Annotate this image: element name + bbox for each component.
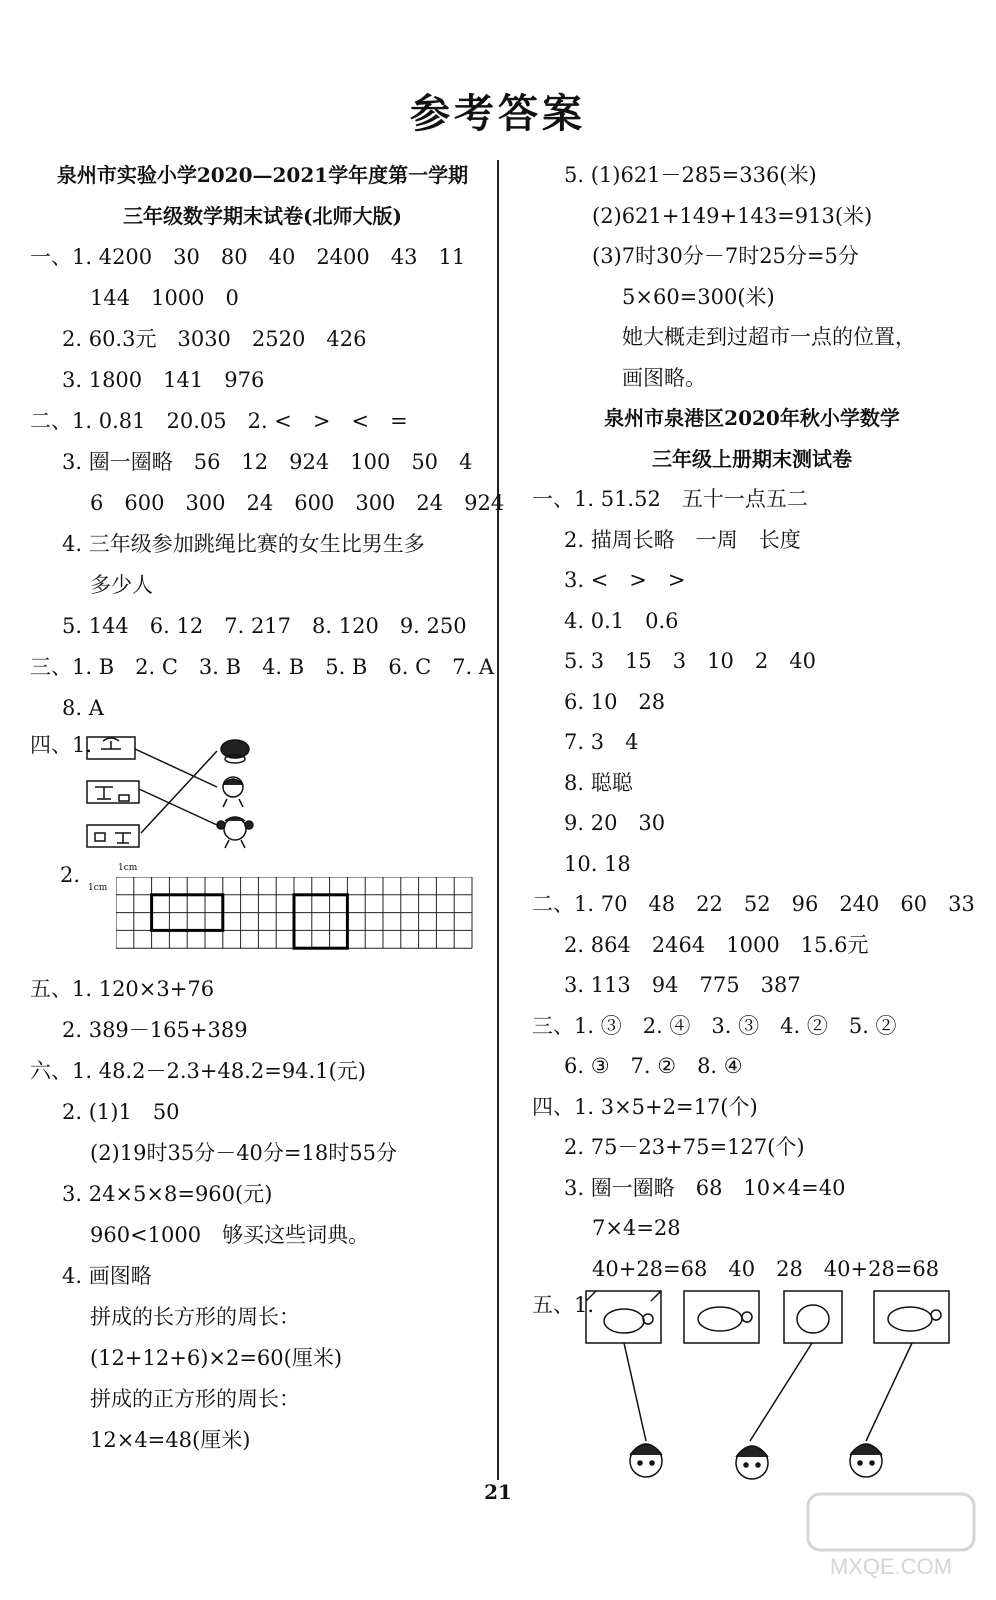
answer-line: 6. 10 28 bbox=[564, 689, 666, 714]
answer-line: 40+28=68 40 28 40+28=68 bbox=[592, 1256, 940, 1281]
turtle-card-2 bbox=[684, 1291, 759, 1343]
answer-line: 拼成的正方形的周长： bbox=[90, 1387, 300, 1411]
answer-line: 画图略。 bbox=[622, 365, 706, 390]
section-subheading-1: 三年级数学期末试卷(北师大版) bbox=[123, 204, 402, 228]
match-lines bbox=[135, 749, 217, 833]
answer-line: 4. 0.1 0.6 bbox=[564, 608, 679, 633]
four-label: 四、1. bbox=[30, 733, 93, 757]
child-figure-1 bbox=[221, 740, 249, 763]
grid-figure bbox=[30, 859, 495, 969]
answer-line: 5×60=300(米) bbox=[622, 284, 775, 309]
answer-line: (2)621+149+143=913(米) bbox=[592, 203, 873, 228]
answer-line: 3. 113 94 775 387 bbox=[564, 973, 801, 997]
answer-line: 5. (1)621－285=336(米) bbox=[564, 163, 817, 187]
child-figure-3 bbox=[217, 817, 253, 848]
answer-line: 6 600 300 24 600 300 24 924 bbox=[90, 491, 505, 515]
answer-line: 拼成的长方形的周长： bbox=[90, 1305, 300, 1329]
page-title: 参考答案 bbox=[410, 90, 586, 137]
child-face-1 bbox=[630, 1444, 662, 1477]
answer-line: 四、1. 3×5+2=17(个) bbox=[532, 1094, 758, 1119]
page-number: 21 bbox=[484, 1480, 512, 1504]
answer-line: 二、1. 70 48 22 52 96 240 60 33 bbox=[532, 892, 975, 916]
answer-line: 五、1. 120×3+76 bbox=[30, 977, 215, 1001]
view-card-2 bbox=[87, 781, 139, 803]
left-column bbox=[30, 155, 505, 1461]
answer-line: 三、1. ③ 2. ④ 3. ③ 4. ② 5. ② bbox=[532, 1013, 897, 1038]
turtle-card-3 bbox=[784, 1291, 842, 1343]
turtle-diagram bbox=[584, 1289, 974, 1499]
answer-line: 2. 864 2464 1000 15.6元 bbox=[564, 932, 869, 957]
unit-top-label: 1cm bbox=[118, 863, 138, 873]
answer-line: 3. 圈一圈略 68 10×4=40 bbox=[564, 1175, 846, 1200]
answer-line: 5. 144 6. 12 7. 217 8. 120 9. 250 bbox=[62, 614, 467, 638]
answer-line: 2. (1)1 50 bbox=[62, 1100, 180, 1124]
turtle-matching-figure bbox=[532, 1289, 972, 1499]
answer-line: 2. 389－165+389 bbox=[62, 1018, 248, 1042]
answer-line: 3. 1800 141 976 bbox=[62, 368, 265, 392]
answer-line: (12+12+6)×2=60(厘米) bbox=[90, 1346, 343, 1370]
answer-line: 8. 聪聪 bbox=[564, 770, 633, 795]
answer-line: 三、1. B 2. C 3. B 4. B 5. B 6. C 7. A bbox=[30, 655, 495, 679]
answer-line: 9. 20 30 bbox=[564, 811, 666, 835]
answer-line: 2. 75－23+75=127(个) bbox=[564, 1135, 805, 1159]
child-figure-2 bbox=[223, 777, 243, 807]
answer-line: 10. 18 bbox=[564, 851, 631, 876]
child-face-2 bbox=[736, 1446, 768, 1479]
answer-line: 960<1000 够买这些词典。 bbox=[90, 1223, 370, 1247]
view-card-3 bbox=[87, 825, 139, 847]
answer-line: 4. 三年级参加跳绳比赛的女生比男生多 bbox=[62, 532, 425, 556]
section-heading-2: 泉州市泉港区2020年秋小学数学 bbox=[604, 406, 900, 430]
section-subheading-2: 三年级上册期末测试卷 bbox=[652, 446, 852, 471]
answer-line: 2. 60.3元 3030 2520 426 bbox=[62, 327, 367, 351]
answer-line: 二、1. 0.81 20.05 2. < > < = bbox=[30, 409, 408, 433]
answer-line: 5. 3 15 3 10 2 40 bbox=[564, 649, 816, 673]
answer-line: 一、1. 51.52 五十一点五二 bbox=[532, 487, 808, 511]
answer-line: 3. 24×5×8=960(元) bbox=[62, 1182, 273, 1206]
answer-line: 3. 圈一圈略 56 12 924 100 50 4 bbox=[62, 450, 473, 474]
answer-line: 她大概走到过超市一点的位置， bbox=[622, 325, 916, 349]
matching-figure bbox=[30, 729, 495, 859]
five-label: 五、1. bbox=[532, 1293, 595, 1317]
answer-line: 六、1. 48.2－2.3+48.2=94.1(元) bbox=[30, 1059, 366, 1083]
answer-line: 6. ③ 7. ② 8. ④ bbox=[564, 1054, 743, 1078]
answer-line: 多少人 bbox=[90, 573, 153, 597]
answer-line: 7×4=28 bbox=[592, 1216, 681, 1240]
answer-line: (3)7时30分－7时25分=5分 bbox=[592, 244, 859, 268]
square-grid bbox=[116, 877, 476, 957]
answer-line: 3. < > > bbox=[564, 568, 686, 592]
answer-line: 144 1000 0 bbox=[90, 286, 239, 310]
answer-line: 12×4=48(厘米) bbox=[90, 1428, 251, 1452]
turtle-match-lines bbox=[624, 1343, 912, 1441]
answer-line: 2. 描周长略 一周 长度 bbox=[564, 527, 801, 552]
section-heading-1: 泉州市实验小学2020—2021学年度第一学期 bbox=[56, 163, 469, 187]
right-column bbox=[532, 155, 975, 1499]
child-face-3 bbox=[850, 1444, 882, 1477]
turtle-card-1 bbox=[586, 1291, 661, 1343]
answer-line: 8. A bbox=[62, 696, 104, 720]
view-card-1 bbox=[87, 737, 135, 759]
grid-label: 2. bbox=[60, 863, 81, 887]
answer-line: (2)19时35分－40分=18时55分 bbox=[90, 1141, 397, 1165]
watermark-text: MXQE.COM bbox=[829, 1554, 953, 1579]
matching-diagram bbox=[85, 729, 345, 859]
answer-line: 4. 画图略 bbox=[62, 1264, 152, 1288]
watermark-logo bbox=[806, 1492, 976, 1582]
answer-line: 一、1. 4200 30 80 40 2400 43 11 bbox=[30, 245, 466, 269]
unit-left-label: 1cm bbox=[88, 883, 108, 893]
turtle-card-4 bbox=[874, 1291, 949, 1343]
column-divider bbox=[497, 160, 499, 1480]
drawn-shape bbox=[294, 895, 347, 948]
answer-line: 7. 3 4 bbox=[564, 730, 639, 754]
